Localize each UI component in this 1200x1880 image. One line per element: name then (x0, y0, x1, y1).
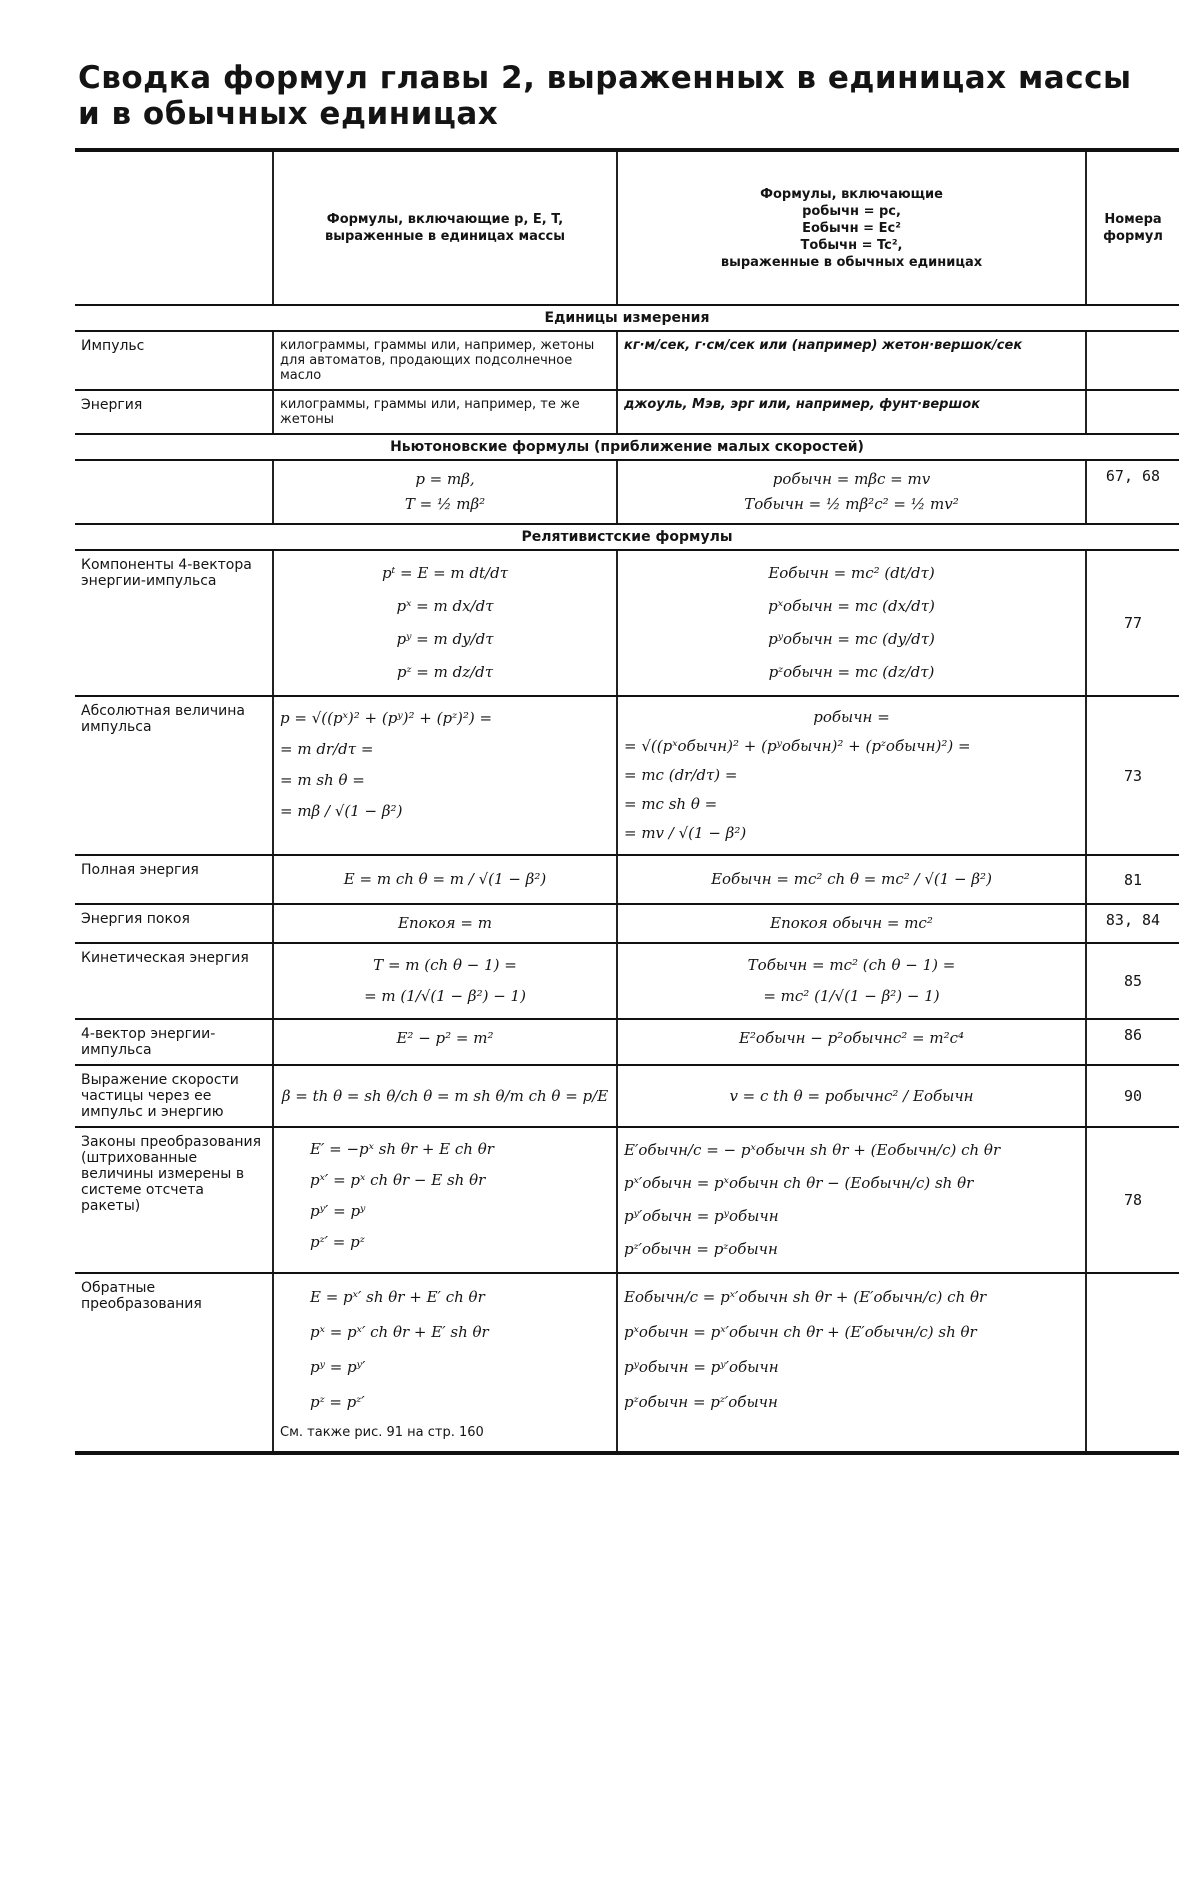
row-label: 4-вектор энергии-импульса (75, 1019, 273, 1065)
conventional-formula-cell (617, 904, 1086, 943)
header-mass-units: Формулы, включающие p, E, T, выраженные в единицах массы (273, 150, 617, 305)
conventional-formula-cell (617, 550, 1086, 696)
formula-line: pʸ′ = pʸ (310, 1202, 366, 1220)
formula-line: pобычн = mβc = mv (772, 470, 931, 488)
table-row (75, 696, 1179, 855)
formula-line: E′ = −pˣ sh θr + E ch θr (310, 1140, 494, 1158)
mass-formula-cell (273, 460, 617, 524)
header-line: Eобычн = Ec² (802, 220, 901, 236)
row-label: Обратные преобразования (75, 1273, 273, 1453)
conventional-units-cell: кг·м/сек, г·см/сек или (например) жетон·вершок/сек (617, 331, 1086, 390)
formula-line: T = ½ mβ² (404, 495, 486, 513)
formula-line: pобычн = (813, 708, 890, 726)
formula-number: 77 (1086, 550, 1179, 696)
header-formula-numbers: Номера формул (1086, 150, 1179, 305)
row-label: Импульс (75, 331, 273, 390)
row-label: Полная энергия (75, 855, 273, 904)
conventional-formula-cell (617, 855, 1086, 904)
formula-line: Tобычн = mc² (ch θ − 1) = (747, 956, 956, 974)
formula-line: pˣ = m dx/dτ (396, 597, 494, 615)
formula-line: Eпокоя = m (398, 914, 492, 932)
row-label: Энергия (75, 390, 273, 434)
page-title: Сводка формул главы 2, выраженных в единицах массы и в обычных единицах (78, 60, 1132, 132)
section-title-units: Единицы измерения (75, 305, 1179, 331)
formula-line: v = c th θ = pобычнc² / Eобычн (729, 1086, 974, 1105)
formula-line: = m (1/√(1 − β²) − 1) (364, 987, 526, 1005)
table-row (75, 550, 1179, 696)
formula-line: pᶻ′обычн = pᶻобычн (624, 1240, 778, 1258)
table-row (75, 1127, 1179, 1273)
formula-line: pʸ′обычн = pʸобычн (624, 1207, 779, 1225)
formula-line: pᶻ′ = pᶻ (310, 1233, 365, 1251)
formula-line: = mc sh θ = (624, 795, 718, 813)
formula-line: pˣ = pˣ′ ch θr + E′ sh θr (310, 1323, 489, 1341)
formula-number: 78 (1086, 1127, 1179, 1273)
table-row (75, 943, 1179, 1019)
formula-line: pʸ = m dy/dτ (396, 630, 494, 648)
formula-line: Eпокоя обычн = mc² (770, 914, 933, 932)
formula-line: pˣ′обычн = pˣобычн ch θr − (Eобычн/c) sh θr (624, 1174, 974, 1192)
formula-line: pˣобычн = pˣ′обычн ch θr + (E′обычн/c) sh θr (624, 1323, 977, 1341)
table-row (75, 1273, 1179, 1453)
formula-line: = mc² (1/√(1 − β²) − 1) (763, 987, 940, 1005)
section-title-relativistic: Релятивистские формулы (75, 524, 1179, 550)
figure-reference-note: См. также рис. 91 на стр. 160 (280, 1425, 484, 1440)
mass-units-cell: килограммы, граммы или, например, те же жетоны (273, 390, 617, 434)
table-row (75, 1065, 1179, 1127)
formula-line: E = pˣ′ sh θr + E′ ch θr (310, 1288, 485, 1306)
formula-line: E²обычн − p²обычнc² = m²c⁴ (738, 1029, 965, 1047)
formula-number (1086, 390, 1179, 434)
formula-number: 81 (1086, 855, 1179, 904)
conventional-formula-cell (617, 1019, 1086, 1065)
formula-line: p = √((pˣ)² + (pʸ)² + (pᶻ)²) = (280, 709, 493, 727)
table-row (75, 1019, 1179, 1065)
formula-summary-table (75, 148, 1179, 1455)
mass-formula-cell (273, 696, 617, 855)
formula-line: = mv / √(1 − β²) (624, 824, 747, 842)
mass-formula-cell (273, 1273, 617, 1453)
formula-line: = mβ / √(1 − β²) (280, 802, 403, 820)
conventional-formula-cell (617, 696, 1086, 855)
table-row (75, 390, 1179, 434)
formula-line: pᶻ = m dz/dτ (396, 663, 494, 681)
formula-line: pʸ = pʸ′ (310, 1358, 366, 1376)
formula-line: = mc (dr/dτ) = (624, 766, 738, 784)
mass-units-cell: килограммы, граммы или, например, жетоны для автоматов, продающих подсолнечное масло (273, 331, 617, 390)
table-header-row (75, 150, 1179, 305)
table-row (75, 331, 1179, 390)
formula-number: 73 (1086, 696, 1179, 855)
header-empty-cell (75, 150, 273, 305)
conventional-formula-cell (617, 1127, 1086, 1273)
section-title-newton: Ньютоновские формулы (приближение малых скоростей) (75, 434, 1179, 460)
formula-line: pᶻобычн = mc (dz/dτ) (768, 663, 935, 681)
formula-number (1086, 1273, 1179, 1453)
formula-number: 86 (1086, 1019, 1179, 1065)
formula-line: T = m (ch θ − 1) = (373, 956, 517, 974)
formula-line: E² − p² = m² (396, 1029, 494, 1047)
formula-line: Tобычн = ½ mβ²c² = ½ mv² (744, 495, 959, 513)
formula-line: pᶻ = pᶻ′ (310, 1393, 365, 1411)
formula-line: Eобычн/c = pˣ′обычн sh θr + (E′обычн/c) ch θr (624, 1288, 987, 1306)
mass-formula-cell (273, 1127, 617, 1273)
formula-line: Eобычн = mc² ch θ = mc² / √(1 − β²) (711, 870, 992, 888)
formula-line: pʸобычн = pʸ′обычн (624, 1358, 779, 1376)
table-row (75, 855, 1179, 904)
conventional-units-cell: джоуль, Мэв, эрг или, например, фунт·вершок (617, 390, 1086, 434)
formula-line: pᶻобычн = pᶻ′обычн (624, 1393, 778, 1411)
mass-formula-cell (273, 550, 617, 696)
formula-line: = √((pˣобычн)² + (pʸобычн)² + (pᶻобычн)²) = (624, 737, 971, 755)
formula-line: β = th θ = sh θ/ch θ = m sh θ/m ch θ = p/E (281, 1086, 609, 1105)
row-label: Кинетическая энергия (75, 943, 273, 1019)
conventional-formula-cell (617, 943, 1086, 1019)
row-label: Компоненты 4-вектора энергии-импульса (75, 550, 273, 696)
formula-line: Eобычн = mc² (dt/dτ) (768, 564, 935, 582)
formula-line: pᵗ = E = m dt/dτ (381, 564, 509, 582)
header-conventional-units (617, 150, 1086, 305)
section-row-relativistic (75, 524, 1179, 550)
table-row (75, 460, 1179, 524)
row-label: Законы преобразования (штрихованные величины измерены в системе отсчета ракеты) (75, 1127, 273, 1273)
mass-formula-cell (273, 904, 617, 943)
formula-number: 67, 68 (1086, 460, 1179, 524)
section-row-units (75, 305, 1179, 331)
formula-line: E′обычн/c = − pˣобычн sh θr + (Eобычн/c) ch θr (624, 1141, 1001, 1159)
row-label: Энергия покоя (75, 904, 273, 943)
formula-line: E = m ch θ = m / √(1 − β²) (343, 870, 547, 888)
header-line: Tобычн = Tc², (800, 237, 903, 253)
row-label: Выражение скорости частицы через ее импульс и энергию (75, 1065, 273, 1127)
mass-formula-cell (273, 1019, 617, 1065)
conventional-formula-cell (617, 1065, 1086, 1127)
header-line: Формулы, включающие (760, 186, 943, 202)
mass-formula-cell (273, 855, 617, 904)
header-line: выраженные в обычных единицах (720, 254, 983, 270)
conventional-formula-cell (617, 1273, 1086, 1453)
formula-number: 85 (1086, 943, 1179, 1019)
formula-line: = m dr/dτ = (280, 740, 374, 758)
formula-number: 83, 84 (1086, 904, 1179, 943)
formula-line: pˣобычн = mc (dx/dτ) (768, 597, 935, 615)
formula-line: pˣ′ = pˣ ch θr − E sh θr (310, 1171, 486, 1189)
formula-line: pʸобычн = mc (dy/dτ) (768, 630, 935, 648)
formula-number: 90 (1086, 1065, 1179, 1127)
header-line: pобычн = pc, (802, 203, 901, 219)
formula-number (1086, 331, 1179, 390)
conventional-formula-cell (617, 460, 1086, 524)
row-label: Абсолютная величина импульса (75, 696, 273, 855)
section-row-newton (75, 434, 1179, 460)
mass-formula-cell (273, 943, 617, 1019)
mass-formula-cell (273, 1065, 617, 1127)
formula-line: = m sh θ = (280, 771, 365, 789)
table-row (75, 904, 1179, 943)
formula-line: p = mβ, (415, 470, 475, 488)
row-label (75, 460, 273, 524)
